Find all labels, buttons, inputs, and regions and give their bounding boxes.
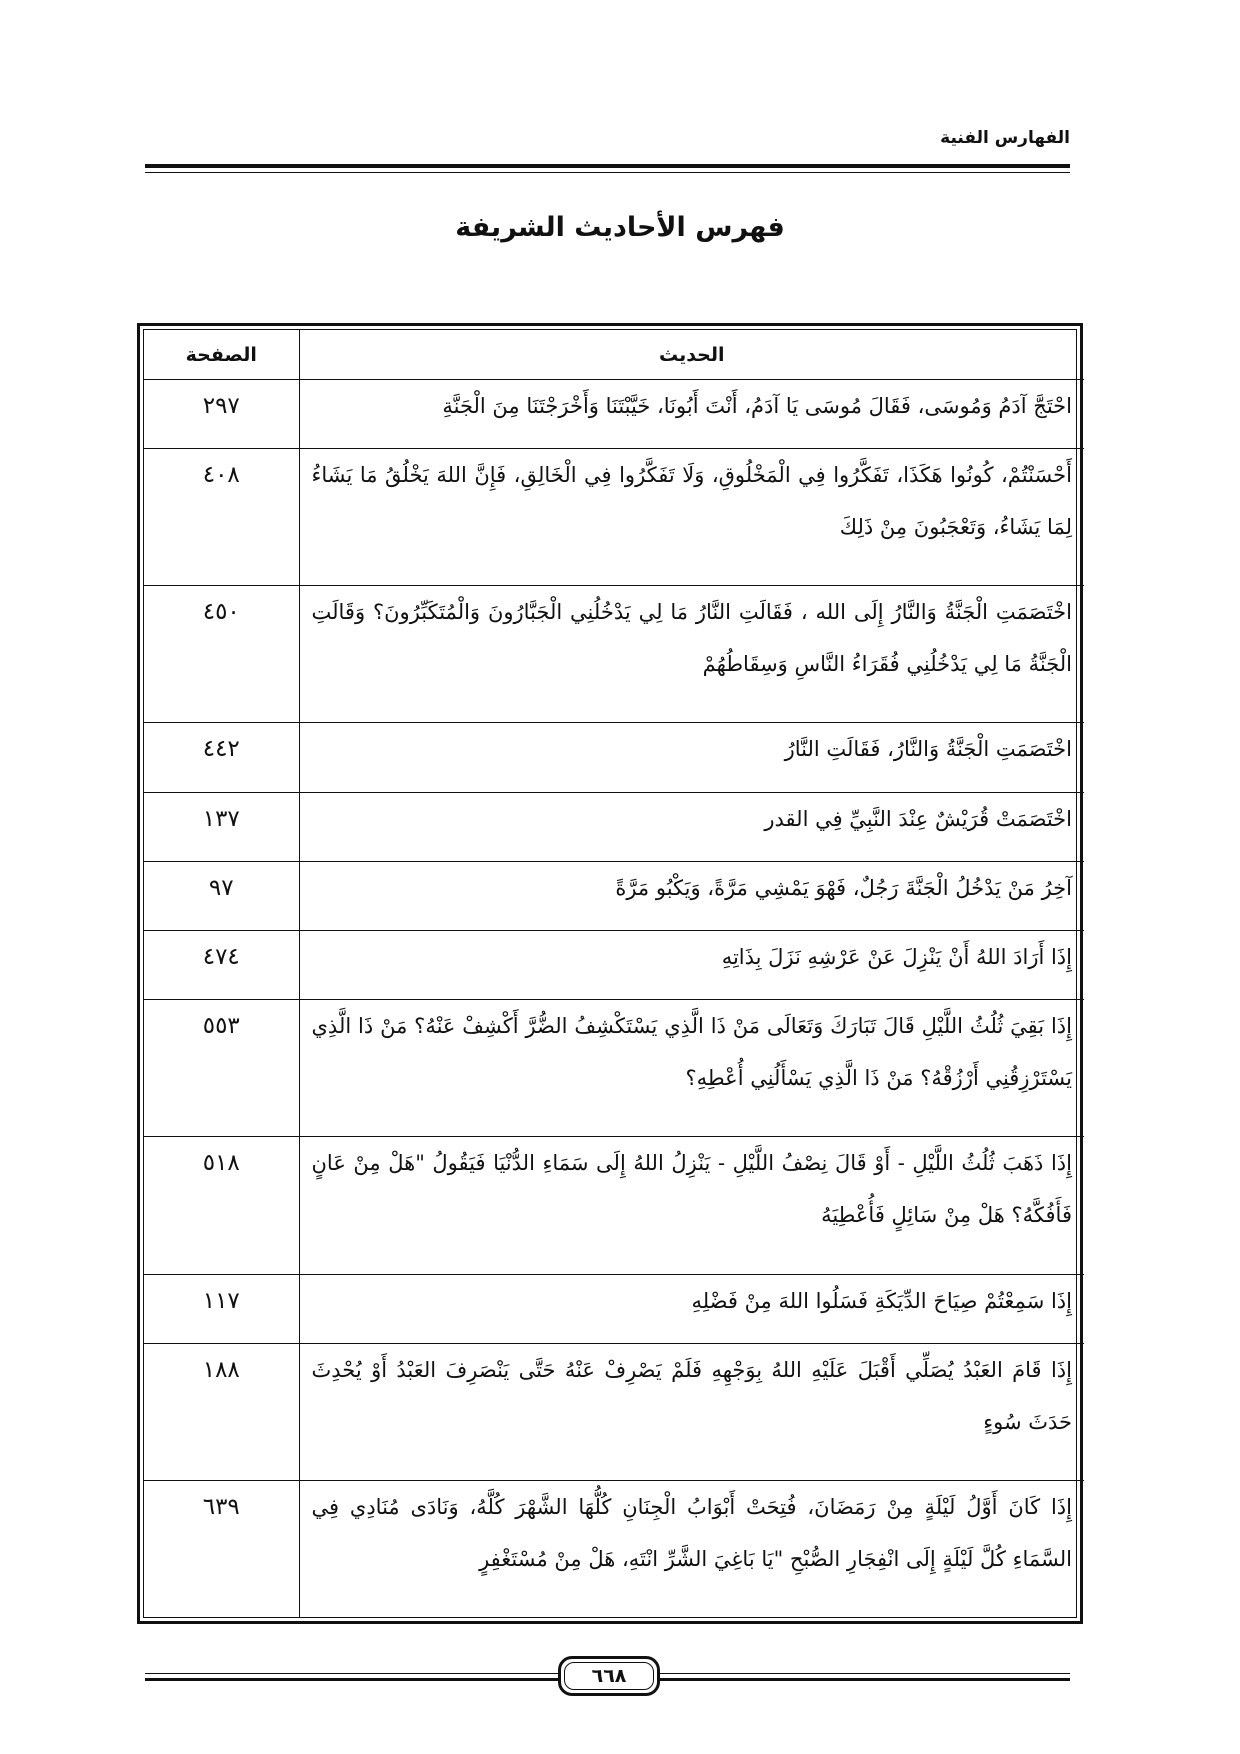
hadith-text: آخِرُ مَنْ يَدْخُلُ الْجَنَّةَ رَجُلٌ، فَهْوَ يَمْشِي مَرَّةً، وَيَكْبُو مَرَّةً bbox=[299, 861, 1084, 930]
table-row bbox=[144, 861, 1084, 930]
page-reference: ٦٣٩ bbox=[144, 1480, 299, 1617]
page-number-box bbox=[558, 1656, 660, 1696]
hadith-text: إِذَا قَامَ العَبْدُ يُصَلِّي أَقْبَلَ عَلَيْهِ اللهُ بِوَجْهِهِ فَلَمْ يَصْرِفْ عَنْهُ حَتَّى يَنْصَرِفَ العَبْدُ أَوْ يُحْدِثَ حَدَثَ سُوءٍ bbox=[299, 1343, 1084, 1480]
page-reference: ٥١٨ bbox=[144, 1137, 299, 1274]
hadith-text: إِذَا بَقِيَ ثُلُثُ اللَّيْلِ قَالَ تَبَارَكَ وَتَعَالَى مَنْ ذَا الَّذِي يَسْتَكْشِفُ الضُّرَّ أَكْشِفْ عَنْهُ؟ مَنْ ذَا الَّذِي يَسْتَرْزِقُنِي أَرْزُقْهُ؟ مَنْ ذَا الَّذِي يَسْأَلُنِي أُعْطِهِ؟ bbox=[299, 1000, 1084, 1137]
table-row bbox=[144, 931, 1084, 1000]
page-reference: ١٣٧ bbox=[144, 792, 299, 861]
page-reference: ٢٩٧ bbox=[144, 380, 299, 449]
hadith-index-table-frame bbox=[137, 323, 1083, 1624]
header-rule bbox=[145, 164, 1070, 168]
hadith-column-header: الحديث bbox=[299, 330, 1084, 380]
running-header: الفهارس الفنية bbox=[940, 128, 1070, 148]
page-reference: ٤٥٠ bbox=[144, 586, 299, 723]
hadith-text: أَحْسَنْتُمْ، كُونُوا هَكَذَا، تَفَكَّرُوا فِي الْمَخْلُوقِ، وَلَا تَفَكَّرُوا فِي الْخَالِقِ، فَإِنَّ اللهَ يَخْلُقُ مَا يَشَاءُ لِمَا يَشَاءُ، وَتَعْجَبُونَ مِنْ ذَلِكَ bbox=[299, 449, 1084, 586]
page-reference: ٥٥٣ bbox=[144, 1000, 299, 1137]
page-column-header: الصفحة bbox=[144, 330, 299, 380]
table-row bbox=[144, 586, 1084, 723]
hadith-text: إِذَا ذَهَبَ ثُلُثُ اللَّيْلِ - أَوْ قَالَ نِصْفُ اللَّيْلِ - يَنْزِلُ اللهُ إِلَى سَمَاءِ الدُّنْيَا فَيَقُولُ "هَلْ مِنْ عَانٍ فَأَفُكَّهُ؟ هَلْ مِنْ سَائِلٍ فَأُعْطِيَهُ bbox=[299, 1137, 1084, 1274]
table-row bbox=[144, 1343, 1084, 1480]
table-row bbox=[144, 449, 1084, 586]
table-row bbox=[144, 1274, 1084, 1343]
hadith-text: احْتَجَّ آدَمُ وَمُوسَى، فَقَالَ مُوسَى يَا آدَمُ، أَنْتَ أَبُونَا، خَيَّبْتَنَا وَأَخْرَجْتَنَا مِنَ الْجَنَّةِ bbox=[299, 380, 1084, 449]
page-title: فهرس الأحاديث الشريفة bbox=[455, 212, 785, 243]
page-reference: ٤٠٨ bbox=[144, 449, 299, 586]
table-header-row bbox=[144, 330, 1084, 380]
page-reference: ٤٧٤ bbox=[144, 931, 299, 1000]
table-row bbox=[144, 1137, 1084, 1274]
hadith-text: اخْتَصَمَتِ الْجَنَّةُ وَالنَّارُ، فَقَالَتِ النَّارُ bbox=[299, 723, 1084, 792]
hadith-text: إِذَا أَرَادَ اللهُ أَنْ يَنْزِلَ عَنْ عَرْشِهِ نَزَلَ بِذَاتِهِ bbox=[299, 931, 1084, 1000]
table-row bbox=[144, 380, 1084, 449]
hadith-text: اخْتَصَمَتْ قُرَيْشٌ عِنْدَ النَّبِيِّ فِي القدر bbox=[299, 792, 1084, 861]
page-number: ٦٦٨ bbox=[591, 1665, 627, 1687]
hadith-text: إِذَا كَانَ أَوَّلُ لَيْلَةٍ مِنْ رَمَضَانَ، فُتِحَتْ أَبْوَابُ الْجِنَانِ كُلُّهَا الشَّهْرَ كُلَّهُ، وَنَادَى مُنَادِي فِي السَّمَاءِ كُلَّ لَيْلَةٍ إِلَى انْفِجَارِ الصُّبْحِ "يَا بَاغِيَ الشَّرِّ انْتَهِ، هَلْ مِنْ مُسْتَغْفِرٍ bbox=[299, 1480, 1084, 1617]
table-row bbox=[144, 1480, 1084, 1617]
table-row bbox=[144, 1000, 1084, 1137]
table-row bbox=[144, 792, 1084, 861]
hadith-index-table-inner bbox=[143, 329, 1077, 1618]
page-reference: ٤٤٢ bbox=[144, 723, 299, 792]
hadith-text: إِذَا سَمِعْتُمْ صِيَاحَ الدِّيَكَةِ فَسَلُوا اللهَ مِنْ فَضْلِهِ bbox=[299, 1274, 1084, 1343]
page-reference: ١١٧ bbox=[144, 1274, 299, 1343]
page-reference: ١٨٨ bbox=[144, 1343, 299, 1480]
hadith-index-table bbox=[144, 330, 1084, 1617]
table-row bbox=[144, 723, 1084, 792]
hadith-text: اخْتَصَمَتِ الْجَنَّةُ وَالنَّارُ إِلَى الله ، فَقَالَتِ النَّارُ مَا لِي يَدْخُلُنِي الْجَبَّارُونَ وَالْمُتَكَبِّرُونَ؟ وَقَالَتِ الْجَنَّةُ مَا لِي يَدْخُلُنِي فُقَرَاءُ النَّاسِ وَسِقَاطُهُمْ bbox=[299, 586, 1084, 723]
page-reference: ٩٧ bbox=[144, 861, 299, 930]
